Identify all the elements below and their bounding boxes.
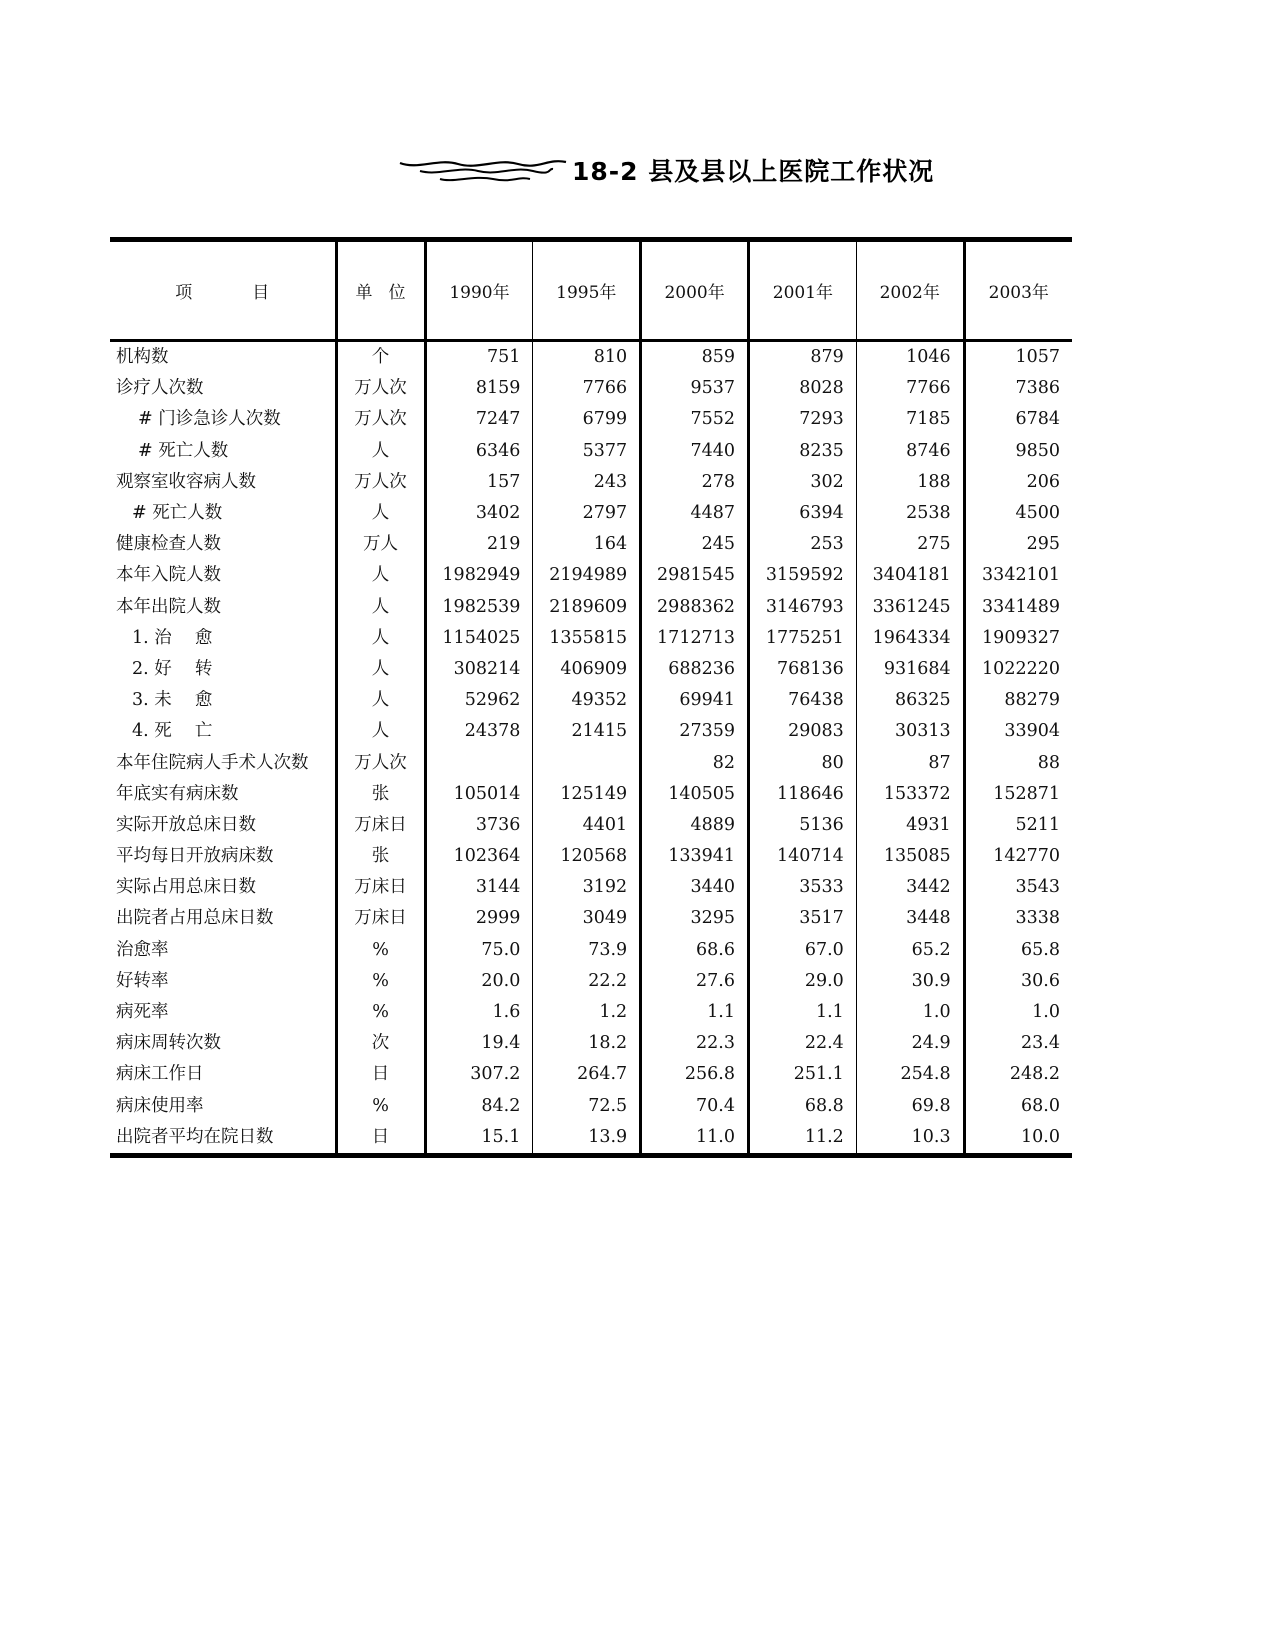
row-item-label: 健康检查人数 [110, 529, 336, 560]
cell-1995: 4401 [533, 810, 641, 841]
cell-2002: 86325 [856, 685, 964, 716]
cell-2002: 3448 [856, 903, 964, 934]
cell-2000: 859 [641, 341, 749, 374]
cell-2003: 3543 [1015, 877, 1060, 898]
row-item-label: 本年入院人数 [110, 560, 336, 591]
cell-1995: 125149 [533, 779, 641, 810]
cell-2003: 30.6 [1021, 970, 1060, 991]
cell-2003: 152871 [993, 783, 1060, 804]
table-row [110, 373, 1072, 404]
cell-1990: 24378 [425, 716, 533, 747]
row-unit: 人 [336, 654, 425, 685]
cell-2002: 7185 [856, 404, 964, 435]
cell-1995: 1355815 [533, 623, 641, 654]
header-item [110, 240, 336, 341]
table-row [110, 747, 1072, 778]
table-row [110, 341, 1072, 374]
row-unit: 人 [336, 436, 425, 467]
row-unit: 万床日 [336, 872, 425, 903]
row-unit: 次 [336, 1028, 425, 1059]
cell-1995: 7766 [533, 373, 641, 404]
row-item-label: 3. 未 愈 [110, 685, 336, 716]
table-row [110, 716, 1072, 747]
cell-2002: 3404181 [856, 560, 964, 591]
cell-2000: 7552 [641, 404, 749, 435]
cell-2001: 1.1 [749, 997, 857, 1028]
cell-2001: 302 [749, 467, 857, 498]
cell-2002: 153372 [856, 779, 964, 810]
cell-1990: 19.4 [425, 1028, 533, 1059]
row-item-label: 观察室收容病人数 [110, 467, 336, 498]
cell-2003: 23.4 [1021, 1033, 1060, 1054]
row-unit: 万人次 [336, 467, 425, 498]
header-item-char-1: 项 [175, 283, 193, 303]
cell-1990: 3144 [425, 872, 533, 903]
cell-2003: 65.8 [1021, 939, 1060, 960]
row-unit: 万床日 [336, 903, 425, 934]
row-unit: 万人次 [336, 747, 425, 778]
cell-1990: 751 [425, 341, 533, 374]
cell-2003: 6784 [1015, 409, 1060, 430]
cell-2002: 87 [856, 747, 964, 778]
cell-2000: 22.3 [641, 1028, 749, 1059]
cell-2002: 2538 [856, 498, 964, 529]
header-year-1995: 1995年 [533, 240, 641, 341]
row-unit: 个 [336, 341, 425, 374]
cell-2000: 256.8 [641, 1059, 749, 1090]
cell-1990: 20.0 [425, 966, 533, 997]
cell-2001: 3159592 [749, 560, 857, 591]
row-item-label: 本年出院人数 [110, 592, 336, 623]
row-item-label: # 死亡人数 [110, 436, 336, 467]
cell-2003: 1022220 [982, 658, 1060, 679]
cell-2000: 27.6 [641, 966, 749, 997]
cell-2003: 33904 [1004, 721, 1060, 742]
table-row [110, 779, 1072, 810]
cell-2001: 118646 [749, 779, 857, 810]
table-row [110, 810, 1072, 841]
header-unit-char-1: 单 [355, 283, 373, 303]
row-unit: 日 [336, 1122, 425, 1156]
header-unit-char-2: 位 [388, 283, 406, 303]
table-row [110, 592, 1072, 623]
table-body [110, 341, 1072, 1156]
cell-2001: 5136 [749, 810, 857, 841]
row-item-label: 4. 死 亡 [110, 716, 336, 747]
cell-1990: 2999 [425, 903, 533, 934]
cell-2001: 29.0 [749, 966, 857, 997]
cell-2003: 5211 [1015, 814, 1060, 835]
cell-2003: 68.0 [1021, 1095, 1060, 1116]
cell-2000: 70.4 [641, 1091, 749, 1122]
cell-2002: 931684 [856, 654, 964, 685]
cell-2003: 3338 [1015, 908, 1060, 929]
cell-1990: 1154025 [425, 623, 533, 654]
cell-2003: 3341489 [982, 596, 1060, 617]
cell-2001: 29083 [749, 716, 857, 747]
row-item-label: 实际开放总床日数 [110, 810, 336, 841]
cell-2001: 140714 [749, 841, 857, 872]
cell-1995: 2797 [533, 498, 641, 529]
row-item-label: 年底实有病床数 [110, 779, 336, 810]
row-unit: 万人次 [336, 373, 425, 404]
cell-1995: 73.9 [533, 935, 641, 966]
table-row [110, 560, 1072, 591]
row-unit: 人 [336, 716, 425, 747]
cell-2001: 879 [749, 341, 857, 374]
cell-1995: 49352 [533, 685, 641, 716]
row-unit: 张 [336, 841, 425, 872]
wave-lines-decoration-icon [398, 150, 568, 190]
cell-2000: 1712713 [641, 623, 749, 654]
cell-2003: 295 [1026, 534, 1060, 555]
cell-1995: 243 [533, 467, 641, 498]
cell-2000: 688236 [641, 654, 749, 685]
cell-2000: 11.0 [641, 1122, 749, 1156]
cell-1995: 264.7 [533, 1059, 641, 1090]
row-item-label: 病床周转次数 [110, 1028, 336, 1059]
hospital-stats-table-container [110, 237, 1072, 1158]
cell-2001: 80 [749, 747, 857, 778]
cell-2002: 3361245 [856, 592, 964, 623]
cell-2000: 245 [641, 529, 749, 560]
table-row [110, 654, 1072, 685]
row-unit: % [336, 1091, 425, 1122]
table-row [110, 529, 1072, 560]
table-row [110, 935, 1072, 966]
row-item-label: 机构数 [110, 341, 336, 374]
cell-1995: 13.9 [533, 1122, 641, 1156]
row-unit: 万床日 [336, 810, 425, 841]
cell-2002: 30.9 [856, 966, 964, 997]
cell-2003: 10.0 [1021, 1126, 1060, 1147]
cell-1995: 164 [533, 529, 641, 560]
row-item-label: # 死亡人数 [110, 498, 336, 529]
cell-2002: 1046 [856, 341, 964, 374]
cell-2003: 4500 [1015, 503, 1060, 524]
row-item-label: 病床工作日 [110, 1059, 336, 1090]
row-item-label: 本年住院病人手术人次数 [110, 747, 336, 778]
row-item-label: 病死率 [110, 997, 336, 1028]
row-unit: 万人 [336, 529, 425, 560]
row-item-label: 好转率 [110, 966, 336, 997]
cell-2001: 768136 [749, 654, 857, 685]
page-title [398, 150, 934, 190]
cell-1995: 406909 [533, 654, 641, 685]
cell-2000: 133941 [641, 841, 749, 872]
cell-1990: 1982539 [425, 592, 533, 623]
cell-2001: 1775251 [749, 623, 857, 654]
cell-2003: 9850 [1015, 440, 1060, 461]
row-unit: 人 [336, 560, 425, 591]
row-item-label: 1. 治 愈 [110, 623, 336, 654]
cell-2000: 2981545 [641, 560, 749, 591]
cell-1995: 2189609 [533, 592, 641, 623]
cell-2000: 3295 [641, 903, 749, 934]
row-item-label: 治愈率 [110, 935, 336, 966]
row-unit: 万人次 [336, 404, 425, 435]
cell-1990: 1982949 [425, 560, 533, 591]
cell-1995: 6799 [533, 404, 641, 435]
hospital-stats-table [110, 237, 1072, 1158]
cell-2002: 3442 [856, 872, 964, 903]
cell-1990: 219 [425, 529, 533, 560]
cell-2002: 69.8 [856, 1091, 964, 1122]
cell-1995: 1.2 [533, 997, 641, 1028]
cell-2003: 1.0 [1032, 1002, 1060, 1023]
row-item-label: # 门诊急诊人次数 [110, 404, 336, 435]
cell-2001: 3517 [749, 903, 857, 934]
cell-1995: 2194989 [533, 560, 641, 591]
cell-2002: 7766 [856, 373, 964, 404]
cell-1995: 3049 [533, 903, 641, 934]
cell-2000: 278 [641, 467, 749, 498]
row-unit: 张 [336, 779, 425, 810]
row-item-label: 病床使用率 [110, 1091, 336, 1122]
cell-2001: 7293 [749, 404, 857, 435]
cell-2003: 7386 [1015, 378, 1060, 399]
cell-2000: 4487 [641, 498, 749, 529]
cell-2000: 1.1 [641, 997, 749, 1028]
table-row [110, 1091, 1072, 1122]
cell-2002: 8746 [856, 436, 964, 467]
header-unit [336, 240, 425, 341]
cell-1990: 3402 [425, 498, 533, 529]
cell-2002: 1.0 [856, 997, 964, 1028]
cell-2000: 9537 [641, 373, 749, 404]
row-unit: 人 [336, 498, 425, 529]
cell-2002: 254.8 [856, 1059, 964, 1090]
cell-1990: 1.6 [425, 997, 533, 1028]
table-row [110, 997, 1072, 1028]
cell-1995: 72.5 [533, 1091, 641, 1122]
cell-2001: 253 [749, 529, 857, 560]
row-item-label: 出院者占用总床日数 [110, 903, 336, 934]
cell-2002: 135085 [856, 841, 964, 872]
cell-2002: 275 [856, 529, 964, 560]
cell-2001: 251.1 [749, 1059, 857, 1090]
cell-2003: 88279 [1004, 690, 1060, 711]
cell-2000: 2988362 [641, 592, 749, 623]
cell-2000: 4889 [641, 810, 749, 841]
row-item-label: 诊疗人次数 [110, 373, 336, 404]
cell-2000: 27359 [641, 716, 749, 747]
cell-2002: 30313 [856, 716, 964, 747]
cell-2003: 248.2 [1009, 1064, 1060, 1085]
cell-1990: 84.2 [425, 1091, 533, 1122]
header-item-char-2: 目 [252, 283, 270, 303]
cell-1990: 308214 [425, 654, 533, 685]
cell-1990: 6346 [425, 436, 533, 467]
cell-2001: 68.8 [749, 1091, 857, 1122]
header-year-2001: 2001年 [749, 240, 857, 341]
table-row [110, 966, 1072, 997]
page-title-text: 18-2 县及县以上医院工作状况 [572, 157, 935, 186]
table-row [110, 436, 1072, 467]
cell-2002: 1964334 [856, 623, 964, 654]
cell-2002: 10.3 [856, 1122, 964, 1156]
row-unit: 人 [336, 623, 425, 654]
table-row [110, 498, 1072, 529]
cell-1995: 810 [533, 341, 641, 374]
cell-1995: 5377 [533, 436, 641, 467]
cell-2001: 3146793 [749, 592, 857, 623]
row-unit: % [336, 935, 425, 966]
cell-2000: 140505 [641, 779, 749, 810]
row-item-label: 2. 好 转 [110, 654, 336, 685]
cell-2000: 82 [641, 747, 749, 778]
cell-2001: 22.4 [749, 1028, 857, 1059]
row-item-label: 出院者平均在院日数 [110, 1122, 336, 1156]
cell-1990: 7247 [425, 404, 533, 435]
cell-2003: 1909327 [982, 627, 1060, 648]
cell-2003: 142770 [993, 846, 1060, 867]
cell-2000: 3440 [641, 872, 749, 903]
cell-2003: 88 [1037, 752, 1060, 773]
row-item-label: 实际占用总床日数 [110, 872, 336, 903]
header-year-2003: 2003年 [964, 240, 1072, 341]
cell-2002: 65.2 [856, 935, 964, 966]
row-unit: 人 [336, 592, 425, 623]
table-row [110, 623, 1072, 654]
cell-1990: 157 [425, 467, 533, 498]
cell-2001: 11.2 [749, 1122, 857, 1156]
cell-2003: 3342101 [982, 565, 1060, 586]
cell-2003: 206 [1026, 471, 1060, 492]
cell-2000: 68.6 [641, 935, 749, 966]
table-row [110, 685, 1072, 716]
cell-2001: 76438 [749, 685, 857, 716]
table-row [110, 903, 1072, 934]
row-unit: % [336, 966, 425, 997]
cell-2001: 67.0 [749, 935, 857, 966]
cell-2001: 8235 [749, 436, 857, 467]
cell-1990: 307.2 [425, 1059, 533, 1090]
cell-2001: 6394 [749, 498, 857, 529]
cell-1990: 105014 [425, 779, 533, 810]
cell-2000: 7440 [641, 436, 749, 467]
cell-1995: 120568 [533, 841, 641, 872]
table-header-row [110, 240, 1072, 341]
header-year-2000: 2000年 [641, 240, 749, 341]
cell-2002: 4931 [856, 810, 964, 841]
cell-1995: 22.2 [533, 966, 641, 997]
cell-2002: 24.9 [856, 1028, 964, 1059]
cell-1995: 18.2 [533, 1028, 641, 1059]
table-row [110, 1122, 1072, 1156]
header-year-2002: 2002年 [856, 240, 964, 341]
cell-2000: 69941 [641, 685, 749, 716]
cell-1990: 3736 [425, 810, 533, 841]
cell-2002: 188 [856, 467, 964, 498]
cell-1990: 75.0 [425, 935, 533, 966]
row-unit: 日 [336, 1059, 425, 1090]
cell-1995 [533, 747, 641, 778]
cell-1995: 3192 [533, 872, 641, 903]
cell-1990: 102364 [425, 841, 533, 872]
header-year-1990: 1990年 [425, 240, 533, 341]
table-row [110, 1028, 1072, 1059]
table-row [110, 1059, 1072, 1090]
row-item-label: 平均每日开放病床数 [110, 841, 336, 872]
table-row [110, 872, 1072, 903]
cell-1990: 52962 [425, 685, 533, 716]
cell-2001: 8028 [749, 373, 857, 404]
table-row [110, 841, 1072, 872]
cell-2003: 1057 [1015, 347, 1060, 368]
cell-1990: 15.1 [425, 1122, 533, 1156]
table-row [110, 467, 1072, 498]
cell-1995: 21415 [533, 716, 641, 747]
cell-2001: 3533 [749, 872, 857, 903]
cell-1990 [425, 747, 533, 778]
row-unit: % [336, 997, 425, 1028]
table-row [110, 404, 1072, 435]
cell-1990: 8159 [425, 373, 533, 404]
row-unit: 人 [336, 685, 425, 716]
